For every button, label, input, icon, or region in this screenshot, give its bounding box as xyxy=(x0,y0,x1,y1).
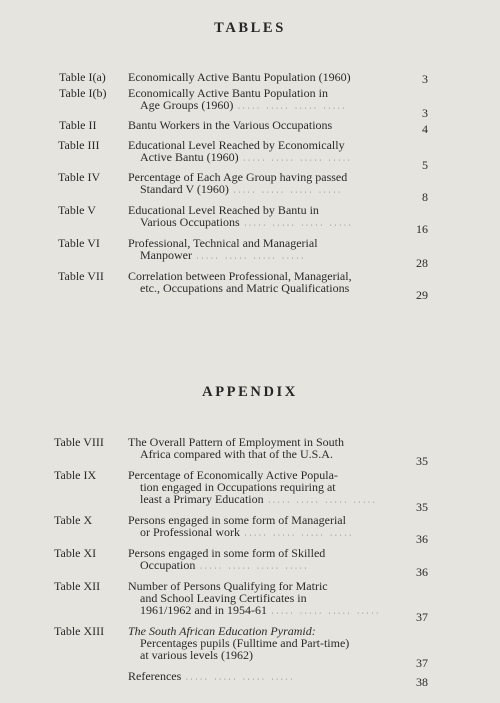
entry-description-line xyxy=(140,526,354,539)
leader-dots: ..... ..... ..... ..... xyxy=(191,252,306,261)
toc-entry xyxy=(0,119,500,137)
entry-description-text: References xyxy=(128,669,182,683)
entry-description-text: Age Groups (1960) xyxy=(140,98,234,112)
toc-entry xyxy=(0,171,500,205)
entry-description-line xyxy=(140,249,306,262)
entry-description-line xyxy=(140,151,353,164)
entry-label: Table XI xyxy=(54,546,97,560)
entry-description-line xyxy=(128,119,332,131)
toc-entry xyxy=(0,270,500,303)
leader-dots: ..... ..... ..... ..... xyxy=(238,154,353,163)
toc-entry xyxy=(0,436,500,469)
entry-page-number: 37 xyxy=(416,656,428,670)
toc-entry xyxy=(0,139,500,173)
entry-label: Table IV xyxy=(58,170,101,184)
entry-page-number: 3 xyxy=(422,106,428,120)
entry-description-text: Educational Level Reached by Economically xyxy=(128,138,345,152)
entry-page-number: 36 xyxy=(416,532,428,546)
entry-description-text: Percentages pupils (Fulltime and Part-time) xyxy=(140,636,350,650)
entry-description-text: Economically Active Bantu Population in xyxy=(128,86,328,100)
entry-description-text: Persons engaged in some form of Managerial xyxy=(128,513,346,527)
entry-page-number: 29 xyxy=(416,288,428,302)
entry-page-number: 16 xyxy=(416,222,428,236)
entry-description-text: Correlation between Professional, Managerial, xyxy=(128,269,352,283)
toc-entry xyxy=(0,547,500,580)
entry-description-text: Persons engaged in some form of Skilled xyxy=(128,546,326,560)
entry-page-number: 36 xyxy=(416,565,428,579)
entry-description-text: Economically Active Bantu Population (1960) xyxy=(128,70,351,84)
toc-entry xyxy=(0,87,500,121)
leader-dots: ..... ..... ..... ..... xyxy=(267,607,381,616)
entry-description-line xyxy=(128,71,351,83)
entry-description-text: 1961/1962 and in 1954-61 xyxy=(140,603,267,617)
entry-description-text: Percentage of Each Age Group having passed xyxy=(128,170,348,184)
entry-page-number: 35 xyxy=(416,500,428,514)
leader-dots: ..... ..... ..... ..... xyxy=(239,529,354,538)
entry-label: Table X xyxy=(54,513,93,527)
entry-description-text: Active Bantu (1960) xyxy=(140,150,239,164)
entry-description-text: Professional, Technical and Managerial xyxy=(128,236,318,250)
entry-page-number: 8 xyxy=(422,190,428,204)
tables-heading: TABLES xyxy=(214,20,286,36)
entry-page-number: 38 xyxy=(416,675,428,689)
entry-label: Table V xyxy=(58,203,96,217)
toc-entry xyxy=(0,514,500,547)
entry-page-number: 4 xyxy=(422,122,428,136)
entry-description-text: Occupation xyxy=(140,558,196,572)
entry-description-line xyxy=(140,183,343,196)
entry-description-text: tion engaged in Occupations requiring at xyxy=(140,480,336,494)
leader-dots: ..... ..... ..... ..... xyxy=(233,102,348,111)
entry-page-number: 3 xyxy=(422,72,428,86)
entry-description-line xyxy=(128,670,295,683)
entry-description-line xyxy=(140,559,309,572)
entry-description-text: The South African Education Pyramid: xyxy=(128,624,316,638)
toc-entry xyxy=(0,580,500,625)
entry-description-text: The Overall Pattern of Employment in South xyxy=(128,435,344,449)
entry-description-text: at various levels (1962) xyxy=(140,648,253,662)
entry-description-text: Percentage of Economically Active Popula- xyxy=(128,468,338,482)
entry-description-line xyxy=(140,216,354,229)
toc-entry xyxy=(0,469,500,515)
leader-dots: ..... ..... ..... ..... xyxy=(239,219,354,228)
toc-entry xyxy=(0,670,500,690)
entry-label: Table I(a) xyxy=(59,70,106,84)
toc-entry xyxy=(0,625,500,671)
entry-description-text: and School Leaving Certificates in xyxy=(140,591,307,605)
entry-description-text: Africa compared with that of the U.S.A. xyxy=(140,447,333,461)
entry-label: Table III xyxy=(58,138,100,152)
entry-description-line xyxy=(140,649,253,661)
entry-description-line xyxy=(140,448,333,460)
entry-description-line xyxy=(140,493,378,506)
entry-description-text: etc., Occupations and Matric Qualifications xyxy=(140,281,350,295)
entry-label: Table I(b) xyxy=(59,86,107,100)
entry-description-line xyxy=(140,604,381,617)
entry-page-number: 28 xyxy=(416,256,428,270)
entry-label: Table VII xyxy=(58,269,104,283)
leader-dots: ..... ..... ..... ..... xyxy=(181,673,296,682)
entry-description-text: Manpower xyxy=(140,248,192,262)
leader-dots: ..... ..... ..... ..... xyxy=(228,186,343,195)
leader-dots: ..... ..... ..... ..... xyxy=(195,562,310,571)
appendix-heading: APPENDIX xyxy=(202,384,298,400)
entry-description-text: Standard V (1960) xyxy=(140,182,229,196)
entry-description-text: Educational Level Reached by Bantu in xyxy=(128,203,319,217)
entry-label: Table XII xyxy=(54,579,101,593)
entry-label: Table IX xyxy=(54,468,97,482)
entry-description-text: least a Primary Education xyxy=(140,492,264,506)
entry-description-text: Bantu Workers in the Various Occupations xyxy=(128,118,333,132)
entry-description-text: or Professional work xyxy=(140,525,240,539)
toc-entry xyxy=(0,204,500,237)
entry-label: Table VI xyxy=(58,236,100,250)
entry-page-number: 5 xyxy=(422,158,428,172)
toc-entry xyxy=(0,237,500,271)
entry-page-number: 37 xyxy=(416,610,428,624)
entry-description-line xyxy=(140,282,349,294)
entry-description-text: Number of Persons Qualifying for Matric xyxy=(128,579,328,593)
entry-description-text: Various Occupations xyxy=(140,215,240,229)
entry-label: Table XIII xyxy=(54,624,105,638)
entry-label: Table VIII xyxy=(54,435,104,449)
entry-description-line xyxy=(140,99,347,112)
leader-dots: ..... ..... ..... ..... xyxy=(263,496,378,505)
toc-entry xyxy=(0,71,500,87)
entry-label: Table II xyxy=(59,118,97,132)
entry-page-number: 35 xyxy=(416,454,428,468)
